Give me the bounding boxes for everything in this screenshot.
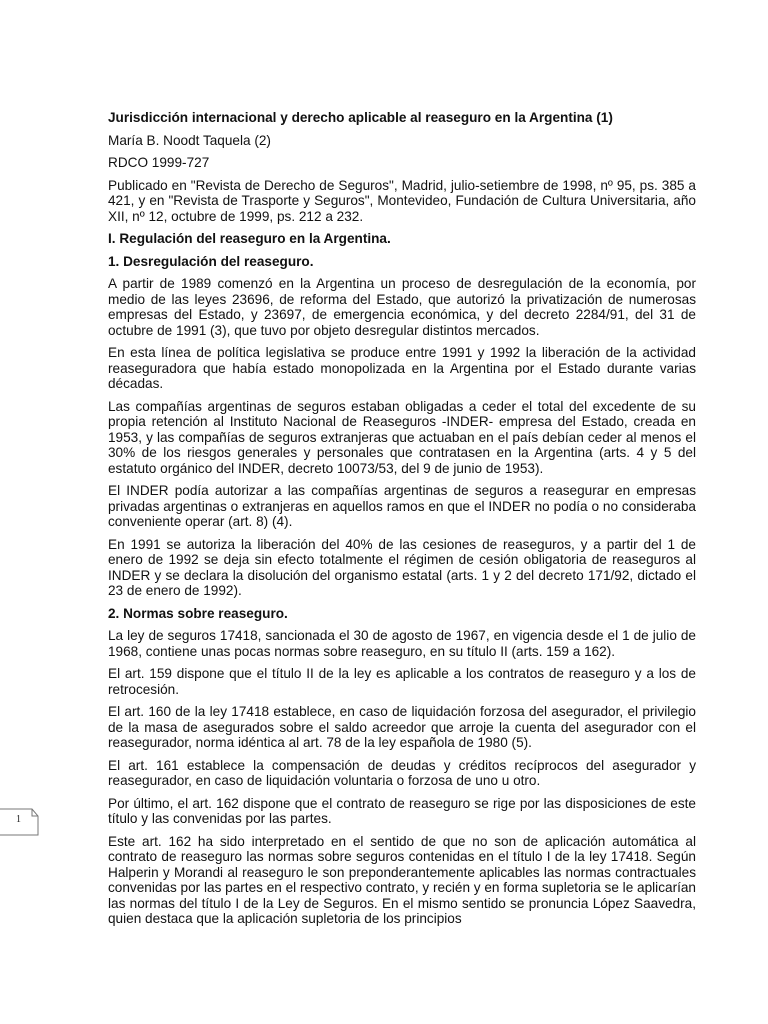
paragraph: En esta línea de política legislativa se produce entre 1991 y 1992 la liberación de la actividad reaseguradora que había estado monopolizada en la Argentina por el Estado durante varias décadas. (108, 345, 696, 391)
paragraph: Este art. 162 ha sido interpretado en el sentido de que no son de aplicación automática al contrato de reaseguro las normas sobre seguros contenidas en el título I de la ley 17418. Según Halperin y Morandi al reaseguro le son preponderantemente aplicables las normas contractuales convenidas por las partes en el respectivo contrato, y recién y en forma supletoria se le aplicarían las normas del título I de la Ley de Seguros. En el mismo sentido se pronuncia López Saavedra, quien destaca que la aplicación supletoria de los principios (108, 833, 696, 926)
document-title: Jurisdicción internacional y derecho aplicable al reaseguro en la Argentina (1) (108, 110, 613, 125)
reference-line: RDCO 1999-727 (108, 155, 210, 170)
subsection-heading: 1. Desregulación del reaseguro. (108, 253, 314, 269)
paragraph: El INDER podía autorizar a las compañías argentinas de seguros a reasegurar en empresas privadas argentinas o extranjeras en aquellos ramos en que el INDER no podía o no consideraba conveniente operar (art. 8) (4). (108, 483, 696, 529)
subsection-heading: 2. Normas sobre reaseguro. (108, 605, 288, 621)
paragraph: La ley de seguros 17418, sancionada el 30 de agosto de 1967, en vigencia desde el 1 de julio de 1968, contiene unas pocas normas sobre reaseguro, en su título II (arts. 159 a 162). (108, 628, 696, 659)
section-heading: I. Regulación del reaseguro en la Argentina. (108, 231, 391, 246)
paragraph: En 1991 se autoriza la liberación del 40% de las cesiones de reaseguros, y a partir del 1 de enero de 1992 se deja sin efecto totalmente el régimen de cesión obligatoria de reaseguros al INDER y se declara la disolución del organismo estatal (arts. 1 y 2 del decreto 171/92, dictado el 23 de enero de 1992). (108, 536, 696, 598)
publication-note: Publicado en "Revista de Derecho de Seguros", Madrid, julio-setiembre de 1998, nº 95, ps. 385 a 421, y en "Revista de Trasporte y Seguros", Montevideo, Fundación de Cultura Universitaria, año XII, nº 12, octubre de 1999, ps. 212 a 232. (108, 177, 696, 224)
paragraph: El art. 160 de la ley 17418 establece, en caso de liquidación forzosa del asegurador, el privilegio de la masa de asegurados sobre el saldo acreedor que arroje la cuenta del asegurador con el reasegurador, norma idéntica al art. 78 de la ley española de 1980 (5). (108, 704, 696, 750)
paragraph: A partir de 1989 comenzó en la Argentina un proceso de desregulación de la economía, por medio de las leyes 23696, de reforma del Estado, que autorizó la privatización de numerosas empresas del Estado, y 23697, de emergencia económica, y del decreto 2284/91, del 31 de octubre de 1991 (3), que tuvo por objeto desregular distintos mercados. (108, 276, 696, 338)
paragraph: El art. 159 dispone que el título II de la ley es aplicable a los contratos de reaseguro y a los de retrocesión. (108, 666, 696, 697)
page-number-tab (0, 808, 36, 834)
paragraph: El art. 161 establece la compensación de deudas y créditos recíprocos del asegurador y reasegurador, en caso de liquidación voluntaria o forzosa de uno u otro. (108, 757, 696, 788)
document-page (108, 110, 696, 934)
page-number: 1 (16, 814, 21, 825)
paragraph: Por último, el art. 162 dispone que el contrato de reaseguro se rige por las disposiciones de este título y las convenidas por las partes. (108, 795, 696, 826)
author-line: María B. Noodt Taquela (2) (108, 132, 271, 148)
paragraph: Las compañías argentinas de seguros estaban obligadas a ceder el total del excedente de su propia retención al Instituto Nacional de Reaseguros -INDER- empresa del Estado, creada en 1953, y las compañías de seguros extranjeras que actuaban en el país debían ceder al menos el 30% de los riesgos generales y personales que contratasen en la Argentina (arts. 4 y 5 del estatuto orgánico del INDER, decreto 10073/53, del 9 de junio de 1953). (108, 398, 696, 476)
